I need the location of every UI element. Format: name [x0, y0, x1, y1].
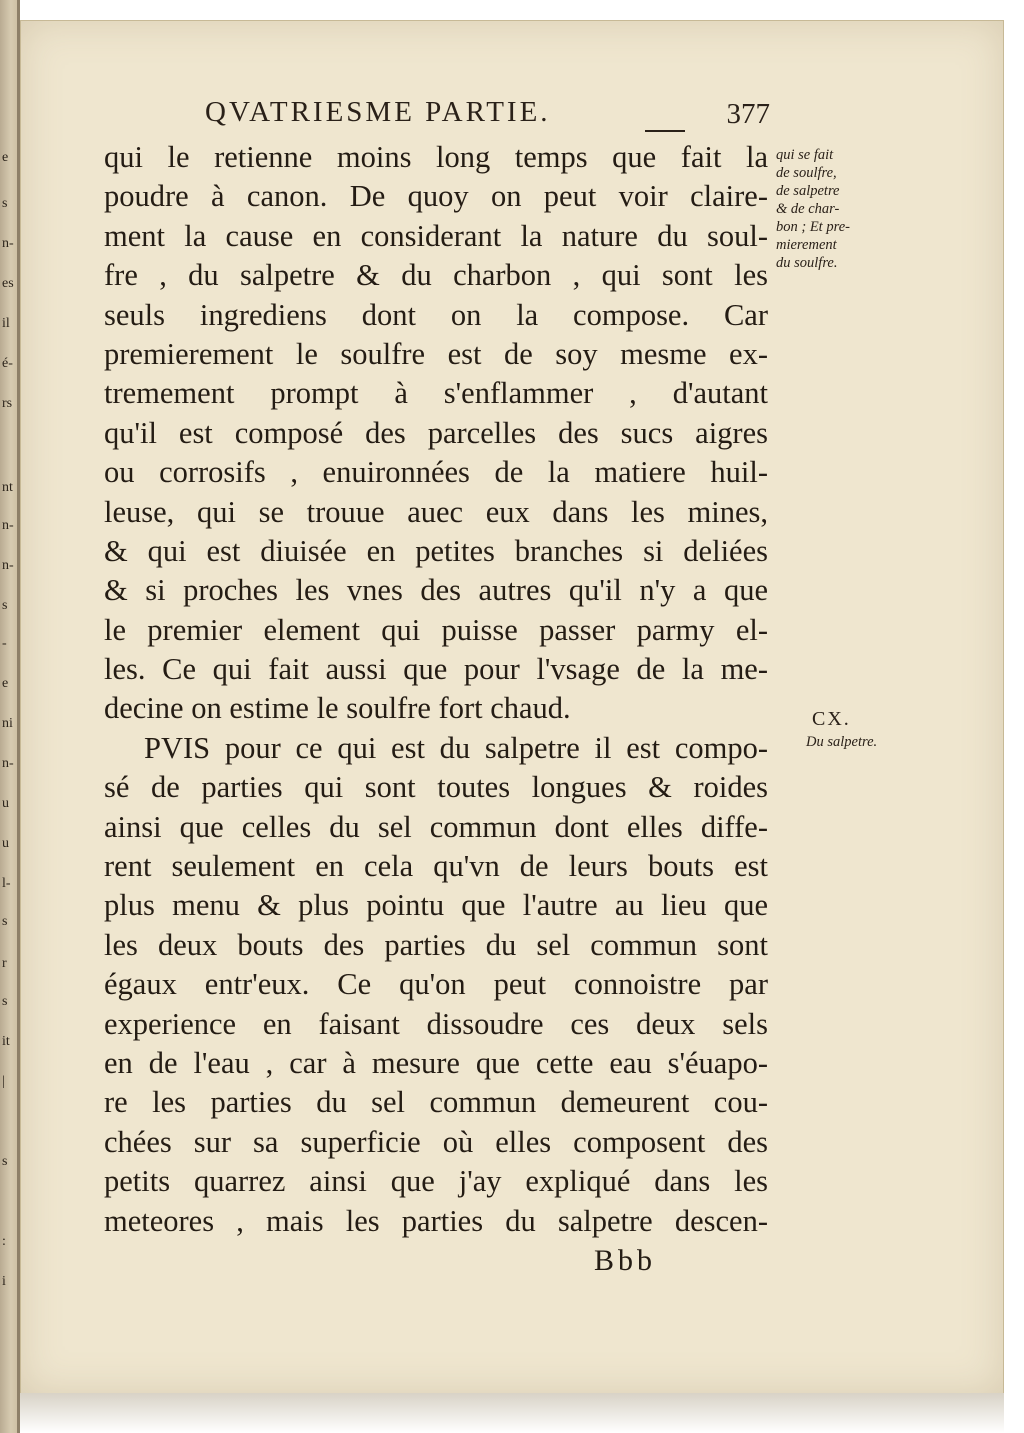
margin-note-line: bon ; Et pre-	[776, 219, 850, 235]
page-header	[205, 90, 770, 134]
body-text	[104, 138, 768, 1241]
signature-mark: Bbb	[594, 1244, 657, 1277]
text-line: & qui est diuisée en petites branches si deliées	[104, 533, 768, 568]
margin-note-line: & de char-	[776, 201, 840, 217]
margin-note	[776, 146, 888, 272]
text-line: qui le retienne moins long temps que fait la	[104, 140, 768, 174]
text-line: le premier element qui puisse passer parmy el-	[104, 612, 768, 647]
text-line: les deux bouts des parties du sel commun sont	[104, 927, 768, 962]
text-line: tremement prompt à s'enflammer , d'autant	[104, 376, 768, 411]
text-line: égaux entr'eux. Ce qu'on peut connoistre par	[104, 967, 768, 1002]
text-line: premierement le soulfre est de soy mesme ex-	[104, 336, 768, 371]
section-number: CX.	[812, 708, 851, 730]
adjacent-page-text: e s n- es il é- rs nt n- n- s - e ni n- u u l- s r s it | s : i	[2, 150, 14, 1289]
text-line: plus menu & plus pointu que l'autre au lieu que	[104, 888, 768, 923]
text-line: meteores , mais les parties du salpetre descen-	[104, 1203, 768, 1238]
text-line: poudre à canon. De quoy on peut voir claire-	[104, 179, 768, 214]
margin-note-salpetre: Du salpetre.	[806, 734, 878, 750]
margin-note-line: de soulfre,	[776, 165, 837, 181]
text-line: seuls ingrediens dont on la compose. Car	[104, 297, 768, 332]
text-line: re les parties du sel commun demeurent cou-	[104, 1085, 768, 1120]
text-line: ou corrosifs , enuironnées de la matiere huil-	[104, 455, 768, 490]
header-rule	[645, 130, 685, 132]
text-line: sé de parties qui sont toutes longues & roides	[104, 770, 768, 805]
text-line: petits quarrez ainsi que j'ay expliqué dans les	[104, 1164, 768, 1199]
text-line: fre , du salpetre & du charbon , qui sont les	[104, 258, 768, 293]
margin-note-line: qui se fait	[776, 147, 834, 163]
margin-note-line: du soulfre.	[776, 255, 838, 271]
running-title: QVATRIESME PARTIE.	[205, 96, 551, 128]
text-line: les. Ce qui fait aussi que pour l'vsage de la me-	[104, 652, 768, 687]
margin-note-line: de salpetre	[776, 183, 840, 199]
text-line: experience en faisant dissoudre ces deux sels	[104, 1006, 768, 1041]
text-line: PVIS pour ce qui est du salpetre il est compo-	[144, 730, 768, 765]
text-line: decine on estime le soulfre fort chaud.	[104, 691, 571, 726]
text-line: ment la cause en considerant la nature du soul-	[104, 218, 768, 253]
text-line: ainsi que celles du sel commun dont elles diffe-	[104, 809, 768, 844]
text-line: leuse, qui se trouue auec eux dans les mines,	[104, 494, 768, 529]
text-line: rent seulement en cela qu'vn de leurs bouts est	[104, 849, 768, 884]
text-line: chées sur sa superficie où elles composent des	[104, 1124, 768, 1159]
text-line: en de l'eau , car à mesure que cette eau s'éuapo-	[104, 1045, 768, 1080]
page-number: 377	[726, 98, 770, 130]
page-shadow	[20, 1393, 1004, 1433]
text-line: qu'il est composé des parcelles des sucs aigres	[104, 415, 768, 450]
margin-note-line: mierement	[776, 237, 837, 253]
text-line: & si proches les vnes des autres qu'il n'y a que	[104, 573, 768, 608]
